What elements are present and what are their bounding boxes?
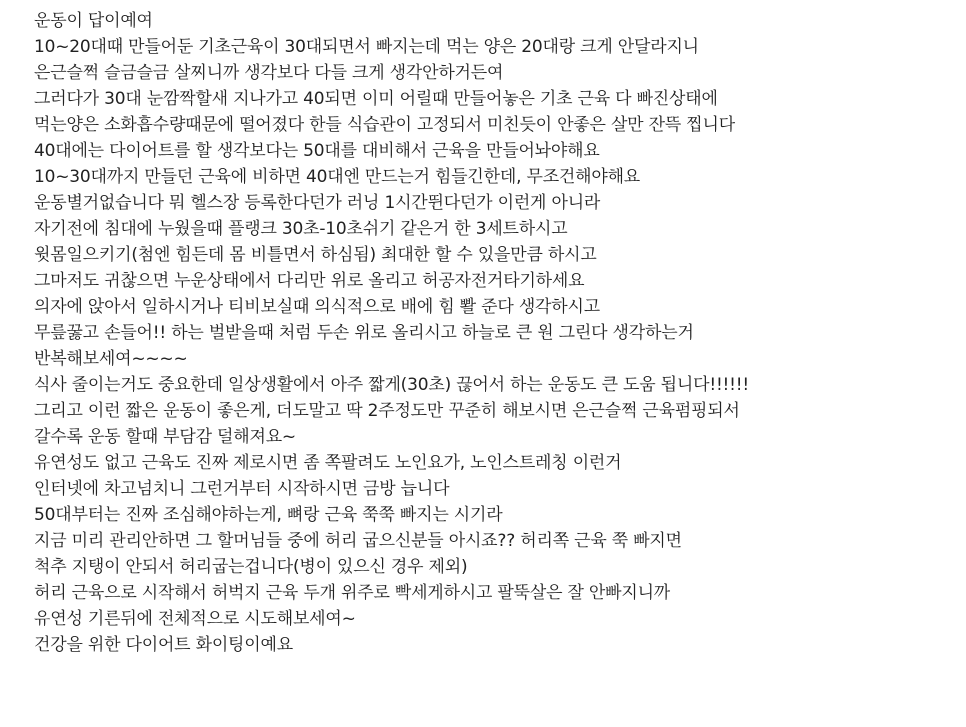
post-line: 10~20대때 만들어둔 기초근육이 30대되면서 빠지는데 먹는 양은 20대랑 크게 안달라지니 <box>34 37 699 57</box>
post-body <box>34 8 956 658</box>
post-line: 지금 미리 관리안하면 그 할머님들 중에 허리 굽으신분들 아시죠?? 허리쪽 근육 쭉 빠지면 <box>34 531 682 551</box>
post-line: 그리고 이런 짧은 운동이 좋은게, 더도말고 딱 2주정도만 꾸준히 해보시면 은근슬쩍 근육펌핑되서 <box>34 401 740 421</box>
post-line: 건강을 위한 다이어트 화이팅이예요 <box>34 635 293 655</box>
post-line: 운동이 답이예여 <box>34 11 153 31</box>
post-line: 50대부터는 진짜 조심해야하는게, 뼈랑 근육 쭉쭉 빠지는 시기라 <box>34 505 503 525</box>
post-line: 인터넷에 차고넘치니 그런거부터 시작하시면 금방 늡니다 <box>34 479 450 499</box>
post-line: 식사 줄이는거도 중요한데 일상생활에서 아주 짧게(30초) 끊어서 하는 운동도 큰 도움 됩니다!!!!!! <box>34 375 750 395</box>
post-line: 그러다가 30대 눈깜짝할새 지나가고 40되면 이미 어릴때 만들어놓은 기초 근육 다 빠진상태에 <box>34 89 718 109</box>
post-line: 척추 지탱이 안되서 허리굽는겁니다(병이 있으신 경우 제외) <box>34 557 468 577</box>
post-line: 10~30대까지 만들던 근육에 비하면 40대엔 만드는거 힘들긴한데, 무조건해야해요 <box>34 167 641 187</box>
post-line: 은근슬쩍 슬금슬금 살찌니까 생각보다 다들 크게 생각안하거든여 <box>34 63 504 83</box>
post-line: 유연성도 없고 근육도 진짜 제로시면 좀 쪽팔려도 노인요가, 노인스트레칭 이런거 <box>34 453 622 473</box>
post-line: 무릎꿇고 손들어!! 하는 벌받을때 처럼 두손 위로 올리시고 하늘로 큰 원 그린다 생각하는거 <box>34 323 694 343</box>
post-line: 먹는양은 소화흡수량때문에 떨어졌다 한들 식습관이 고정되서 미친듯이 안좋은 살만 잔뜩 찝니다 <box>34 115 735 135</box>
post-line: 운동별거없습니다 뭐 헬스장 등록한다던가 러닝 1시간뛴다던가 이런게 아니라 <box>34 193 601 213</box>
post-line: 갈수록 운동 할때 부담감 덜해져요~ <box>34 427 296 447</box>
post-line: 윗몸일으키기(첨엔 힘든데 몸 비틀면서 하심됨) 최대한 할 수 있을만큼 하시고 <box>34 245 597 265</box>
post-line: 허리 근육으로 시작해서 허벅지 근육 두개 위주로 빡세게하시고 팔뚝살은 잘 안빠지니까 <box>34 583 671 603</box>
post-line: 자기전에 침대에 누웠을때 플랭크 30초-10초쉬기 같은거 한 3세트하시고 <box>34 219 568 239</box>
post-line: 의자에 앉아서 일하시거나 티비보실때 의식적으로 배에 힘 뽤 준다 생각하시고 <box>34 297 600 317</box>
post-line: 40대에는 다이어트를 할 생각보다는 50대를 대비해서 근육을 만들어놔야해요 <box>34 141 600 161</box>
post-line: 반복해보세여~~~~ <box>34 349 188 369</box>
post-line: 유연성 기른뒤에 전체적으로 시도해보세여~ <box>34 609 356 629</box>
post-line: 그마저도 귀찮으면 누운상태에서 다리만 위로 올리고 허공자전거타기하세요 <box>34 271 585 291</box>
